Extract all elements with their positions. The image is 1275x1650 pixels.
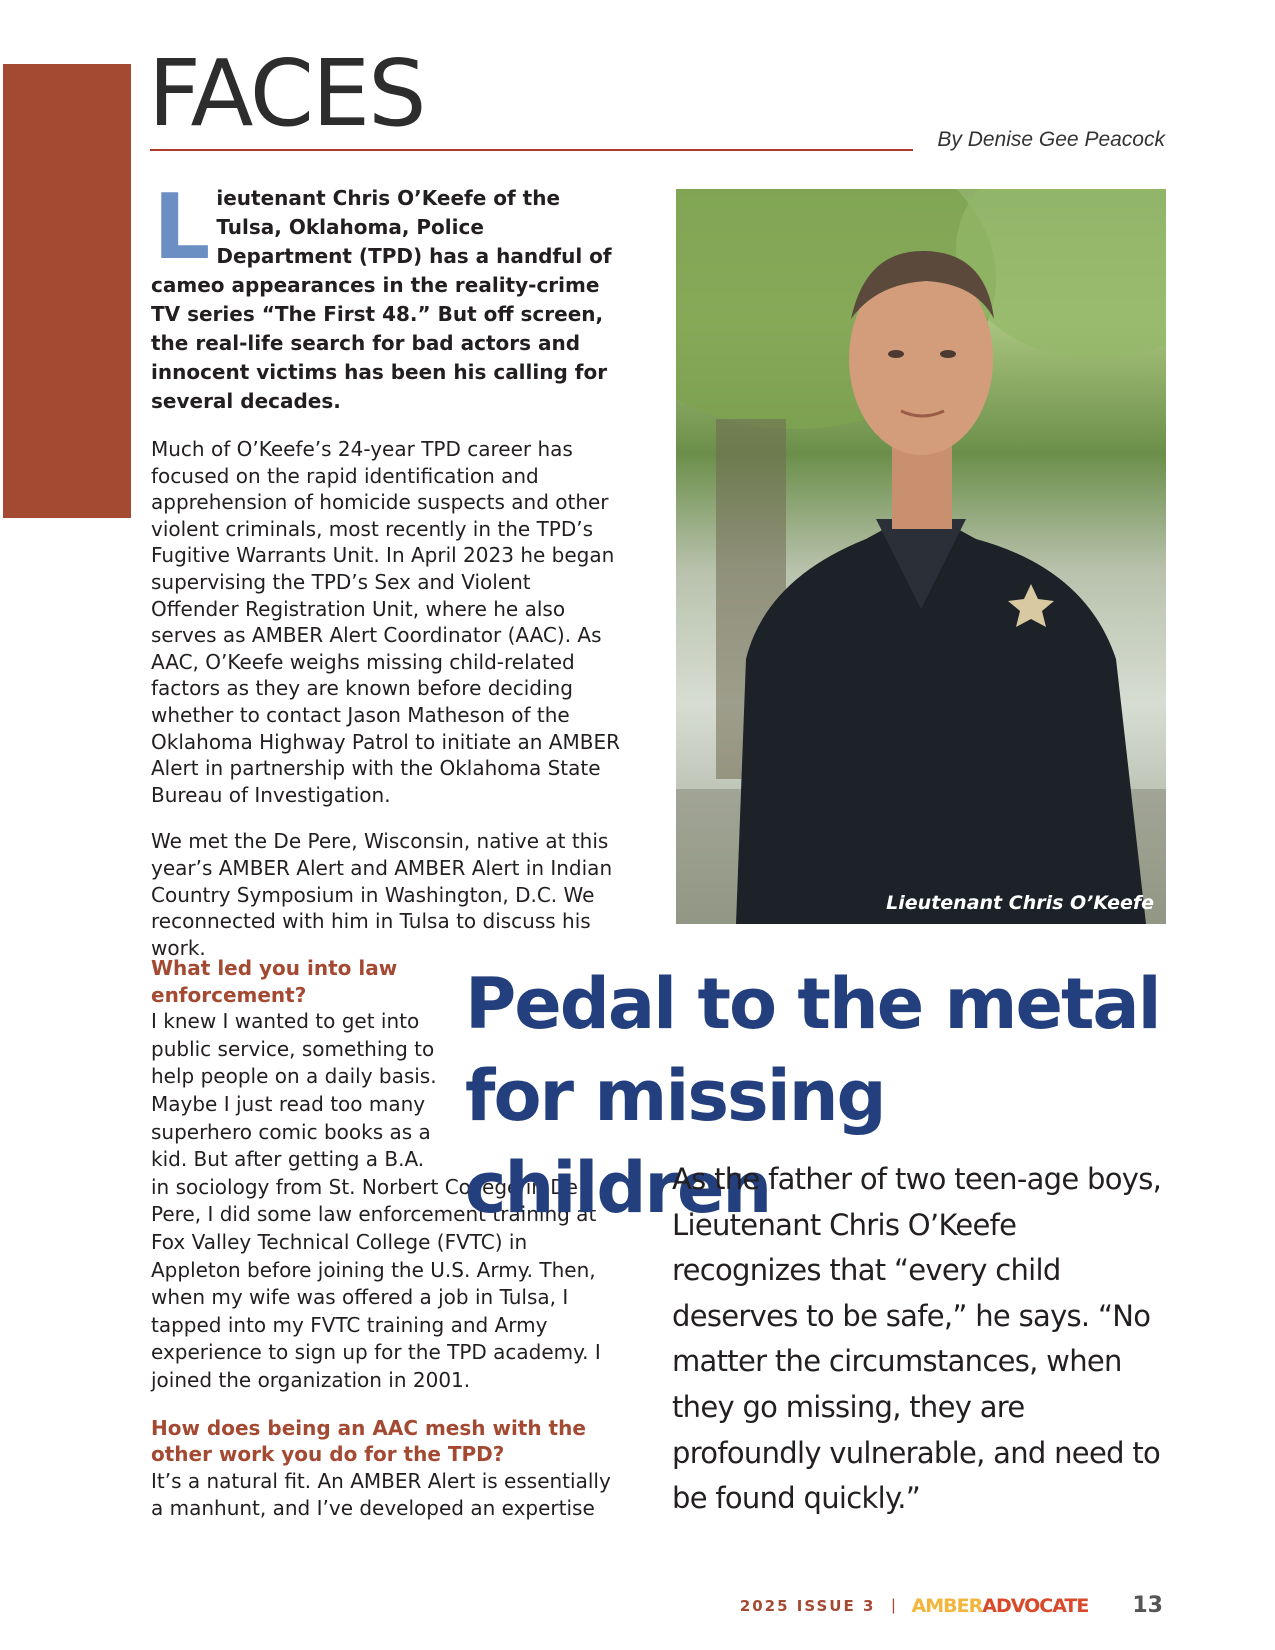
page-number: 13 <box>1132 1593 1163 1618</box>
issue-label: 2025 ISSUE 3 <box>739 1596 876 1615</box>
magazine-logo <box>912 1595 1089 1617</box>
qa-question: How does being an AAC mesh with the other work you do for the TPD? <box>151 1415 586 1467</box>
body-paragraph: Much of O’Keefe’s 24-year TPD career has focused on the rapid identification and apprehension of homicide suspects and other violent criminals, most recently in the TPD’s Fugitive Warrants Unit. In April 2023 he began supervising the TPD’s Sex and Violent Offender Registration Unit, where he also serves as AMBER Alert Coordinator (AAC). As AAC, O’Keefe weighs missing child-related factors as they are known before deciding whether to contact Jason Matheson of the Oklahoma Highway Patrol to initiate an AMBER Alert in partnership with the Oklahoma State Bureau of Investigation. <box>151 437 620 807</box>
page-footer <box>740 1593 1163 1618</box>
byline: By Denise Gee Peacock <box>937 128 1165 151</box>
qa-question: What led you into law enforcement? <box>151 956 398 1007</box>
drop-cap: L <box>153 175 211 280</box>
section-title: FACES <box>148 40 425 147</box>
article-headline: Pedal to the metal for missing children <box>465 963 1160 1229</box>
portrait-illustration <box>676 189 1166 924</box>
logo-part-amber: AMBER <box>911 1594 983 1617</box>
pull-quote: As the father of two teen-age boys, Lieutenant Chris O’Keefe recognizes that “every child deserves to be safe,” he says. “No matter the circumstances, when they go missing, they are profoundly vulnerable, and need to be found quickly.” <box>672 1162 1162 1516</box>
qa-answer: I knew I wanted to get into public service, something to help people on a daily basis. Maybe I just read too many superhero comic books as a kid. But after getting a B.A. <box>151 1009 437 1172</box>
photo-caption: Lieutenant Chris O’Keefe <box>886 892 1154 914</box>
footer-separator: | <box>891 1596 896 1614</box>
body-paragraph: We met the De Pere, Wisconsin, native at this year’s AMBER Alert and AMBER Alert in Indian Country Symposium in Washington, D.C. We reconnected with him in Tulsa to discuss his work. <box>151 829 613 960</box>
portrait-photo <box>676 189 1166 924</box>
logo-part-advocate: ADVOCATE <box>982 1594 1089 1617</box>
qa-answer: It’s a natural fit. An AMBER Alert is essentially a manhunt, and I’ve developed an expertise <box>151 1468 611 1521</box>
title-rule <box>150 149 913 151</box>
article-intro <box>151 175 621 961</box>
accent-bar <box>3 64 131 518</box>
lead-text: ieutenant Chris O’Keefe of the Tulsa, Oklahoma, Police Department (TPD) has a handful of cameo appearances in the reality-crime TV series “The First 48.” But off screen, the real-life search for bad actors and innocent victims has been his calling for several decades. <box>151 186 612 413</box>
qa-answer-continued: in sociology from St. Norbert College in De Pere, I did some law enforcement training at Fox Valley Technical College (FVTC) in Appleton before joining the U.S. Army. Then, when my wife was offered a job in Tulsa, I tapped into my FVTC training and Army experience to sign up for the TPD academy. I joined the organization in 2001. <box>151 1174 601 1392</box>
lead-paragraph <box>151 175 621 416</box>
